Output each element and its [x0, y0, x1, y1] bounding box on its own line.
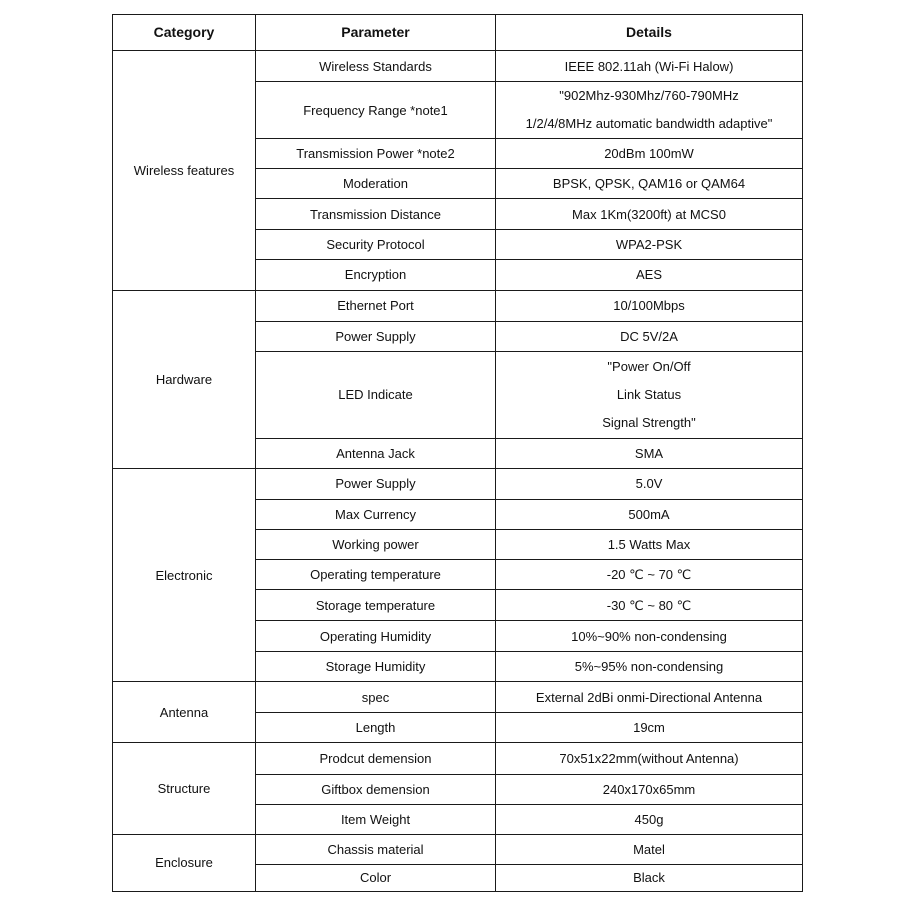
- category-cell: Electronic: [113, 468, 256, 681]
- details-line: 10/100Mbps: [613, 298, 685, 314]
- details-cell: [496, 621, 803, 652]
- parameter-cell: Chassis material: [256, 834, 496, 864]
- details-cell: [496, 652, 803, 682]
- details-line: Signal Strength": [602, 414, 696, 430]
- details-cell: [496, 590, 803, 621]
- details-line: Matel: [633, 841, 665, 857]
- details-cell: [496, 864, 803, 891]
- details-line: 10%~90% non-condensing: [571, 628, 727, 644]
- parameter-cell: Working power: [256, 530, 496, 560]
- category-cell: Enclosure: [113, 834, 256, 891]
- parameter-cell: Max Currency: [256, 499, 496, 529]
- parameter-cell: Transmission Distance: [256, 199, 496, 230]
- details-cell: [496, 290, 803, 321]
- details-cell: [496, 82, 803, 139]
- parameter-cell: Power Supply: [256, 468, 496, 499]
- details-line: IEEE 802.11ah (Wi-Fi Halow): [564, 58, 734, 74]
- parameter-cell: Storage Humidity: [256, 652, 496, 682]
- details-line: SMA: [634, 445, 664, 461]
- details-cell: [496, 804, 803, 834]
- table-row: [113, 743, 803, 774]
- details-line: 1.5 Watts Max: [607, 537, 691, 553]
- parameter-cell: Operating temperature: [256, 560, 496, 590]
- details-line: "902Mhz-930Mhz/760-790MHz: [559, 88, 739, 104]
- parameter-cell: Storage temperature: [256, 590, 496, 621]
- details-line: DC 5V/2A: [620, 328, 678, 344]
- details-cell: [496, 499, 803, 529]
- details-line: WPA2-PSK: [615, 237, 683, 253]
- parameter-cell: Wireless Standards: [256, 51, 496, 82]
- header-details: Details: [496, 15, 803, 51]
- parameter-cell: spec: [256, 682, 496, 713]
- details-cell: [496, 774, 803, 804]
- table-row: [113, 290, 803, 321]
- details-cell: [496, 351, 803, 438]
- details-cell: [496, 560, 803, 590]
- details-cell: [496, 199, 803, 230]
- parameter-cell: Prodcut demension: [256, 743, 496, 774]
- details-cell: [496, 834, 803, 864]
- details-line: 70x51x22mm(without Antenna): [559, 750, 739, 766]
- details-cell: [496, 438, 803, 468]
- parameter-cell: Operating Humidity: [256, 621, 496, 652]
- details-cell: [496, 713, 803, 743]
- details-line: 19cm: [633, 720, 665, 736]
- parameter-cell: Encryption: [256, 260, 496, 290]
- details-cell: [496, 743, 803, 774]
- details-line: 5%~95% non-condensing: [574, 659, 724, 675]
- details-line: 500mA: [628, 506, 670, 522]
- parameter-cell: Security Protocol: [256, 230, 496, 260]
- category-cell: Hardware: [113, 290, 256, 468]
- details-line: -30 ℃ ~ 80 ℃: [606, 597, 692, 613]
- details-line: Black: [633, 870, 665, 886]
- parameter-cell: Ethernet Port: [256, 290, 496, 321]
- parameter-cell: Giftbox demension: [256, 774, 496, 804]
- details-cell: [496, 169, 803, 199]
- details-line: 240x170x65mm: [602, 781, 696, 797]
- details-line: -20 ℃ ~ 70 ℃: [606, 567, 692, 583]
- category-cell: Wireless features: [113, 51, 256, 291]
- parameter-cell: Antenna Jack: [256, 438, 496, 468]
- table-row: [113, 834, 803, 864]
- details-cell: [496, 139, 803, 169]
- details-cell: [496, 468, 803, 499]
- details-line: "Power On/Off: [607, 358, 691, 374]
- details-line: AES: [635, 267, 662, 283]
- details-line: 1/2/4/8MHz automatic bandwidth adaptive": [525, 116, 773, 132]
- table-row: [113, 682, 803, 713]
- header-category: Category: [113, 15, 256, 51]
- spec-body: [113, 51, 803, 892]
- spec-table: [112, 14, 803, 892]
- parameter-cell: Color: [256, 864, 496, 891]
- details-line: 5.0V: [635, 476, 663, 492]
- parameter-cell: Item Weight: [256, 804, 496, 834]
- details-cell: [496, 682, 803, 713]
- parameter-cell: LED Indicate: [256, 351, 496, 438]
- details-line: BPSK, QPSK, QAM16 or QAM64: [552, 176, 746, 192]
- category-cell: Structure: [113, 743, 256, 834]
- parameter-cell: Frequency Range *note1: [256, 82, 496, 139]
- details-cell: [496, 230, 803, 260]
- parameter-cell: Transmission Power *note2: [256, 139, 496, 169]
- details-line: 450g: [634, 811, 664, 827]
- details-cell: [496, 260, 803, 290]
- details-cell: [496, 321, 803, 351]
- details-line: Link Status: [616, 386, 682, 402]
- table-row: [113, 468, 803, 499]
- details-line: 20dBm 100mW: [604, 146, 694, 162]
- category-cell: Antenna: [113, 682, 256, 743]
- parameter-cell: Moderation: [256, 169, 496, 199]
- header-row: [113, 15, 803, 51]
- parameter-cell: Length: [256, 713, 496, 743]
- details-line: Max 1Km(3200ft) at MCS0: [572, 206, 726, 222]
- parameter-cell: Power Supply: [256, 321, 496, 351]
- details-cell: [496, 530, 803, 560]
- header-parameter: Parameter: [256, 15, 496, 51]
- table-row: [113, 51, 803, 82]
- details-cell: [496, 51, 803, 82]
- details-line: External 2dBi onmi-Directional Antenna: [535, 689, 763, 705]
